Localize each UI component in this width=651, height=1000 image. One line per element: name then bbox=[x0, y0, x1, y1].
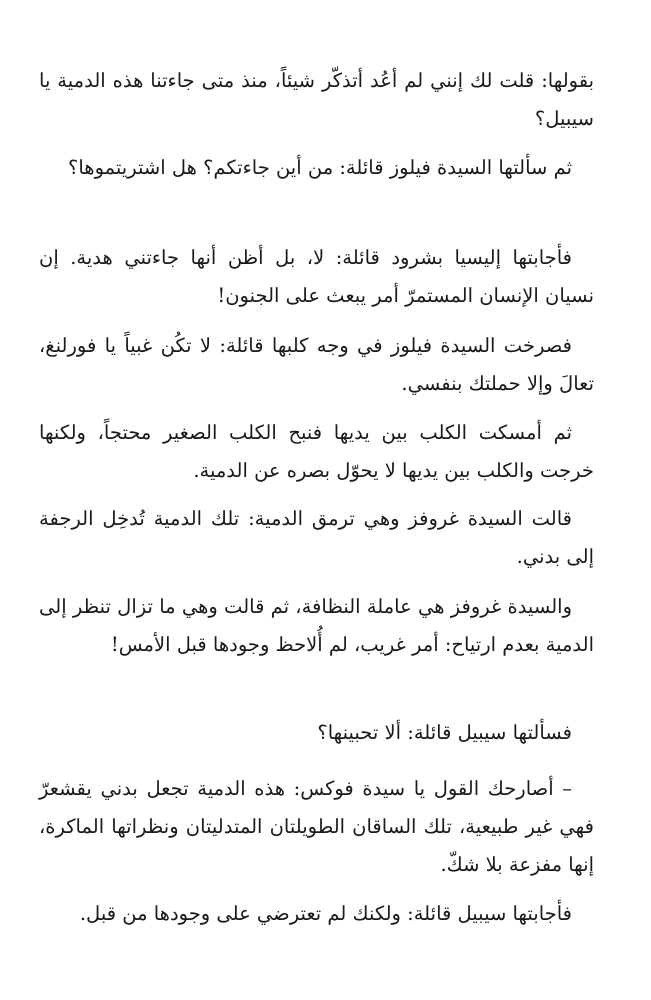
paragraph-8: فسألتها سيبيل قائلة: ألا تحبينها؟ bbox=[317, 721, 572, 744]
paragraph-3: فأجابتها إليسيا بشرود قائلة: لا، بل أظن أنها جاءتني هدية. إن نسيان الإنسان المستمرّ أمر يبعث على الجنون! bbox=[39, 246, 594, 307]
paragraph-7: والسيدة غروفز هي عاملة النظافة، ثم قالت وهي ما تزال تنظر إلى الدمية بعدم ارتياح: أمر غريب، لم أُلاحظ وجودها قبل الأمس! bbox=[39, 595, 594, 656]
paragraph-2: ثم سألتها السيدة فيلوز قائلة: من أين جاءتكم؟ هل اشتريتموها؟ bbox=[68, 156, 572, 179]
paragraph-1: بقولها: قلت لك إنني لم أعُد أتذكّر شيئاً، منذ متى جاءتنا هذه الدمية يا سيبيل؟ bbox=[39, 69, 595, 130]
paragraph-10: فأجابتها سيبيل قائلة: ولكنك لم تعترضي على وجودها من قبل. bbox=[79, 902, 572, 925]
paragraph-4: فصرخت السيدة فيلوز في وجه كلبها قائلة: لا تكُن غبياً يا فورلنغ، تعالَ وإلا حملتك بنفسي. bbox=[39, 334, 594, 395]
paragraph-9: – أصارحك القول يا سيدة فوكس: هذه الدمية تجعل بدني يقشعرّ فهي غير طبيعية، تلك الساقان الطويلتان المتدليتان ونظراتها الماكرة، إنها مفزعة بلا شكّ. bbox=[39, 777, 594, 876]
paragraph-5: ثم أمسكت الكلب بين يديها فنبح الكلب الصغير محتجاً، ولكنها خرجت والكلب بين يديها لا يحوّل بصره عن الدمية. bbox=[39, 421, 594, 482]
paragraph-6: قالت السيدة غروفز وهي ترمق الدمية: تلك الدمية تُدخِل الرجفة إلى بدني. bbox=[39, 507, 594, 568]
